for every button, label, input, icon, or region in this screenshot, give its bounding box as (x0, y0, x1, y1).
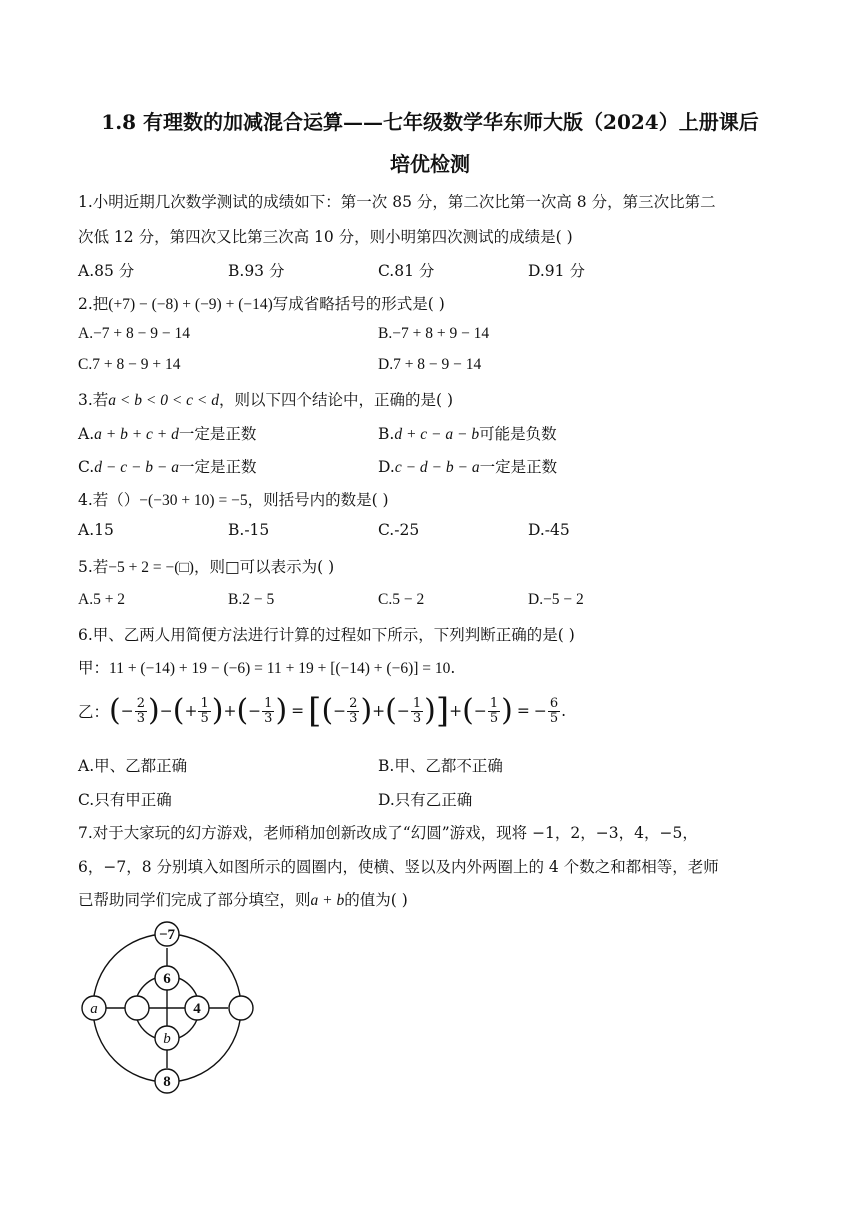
q3-option-a[interactable] (78, 422, 256, 444)
q3-option-b-label: B. (378, 425, 395, 443)
magic-circle-diagram (76, 920, 262, 1094)
q5-expression: −5 + 2 = −(□) (108, 559, 194, 576)
node-inner-left (125, 996, 149, 1020)
node-left-value: a (90, 1001, 98, 1017)
q4-option-d[interactable]: D.-45 (528, 521, 570, 539)
q3-option-c-expr: d − c − b − a (94, 459, 179, 476)
q2-option-c[interactable]: C.7 + 8 − 9 + 14 (78, 356, 181, 373)
q4-expression: −(−30 + 10) = −5 (139, 492, 248, 509)
yi-frac-2-den: 5 (200, 710, 209, 726)
q3-condition: a < b < 0 < c < d (108, 392, 220, 409)
q4-stem (78, 488, 389, 510)
q2-expression: (+7) − (−8) + (−9) + (−14) (108, 296, 273, 313)
yi-frac-6-num: 1 (489, 695, 499, 711)
q1-option-b[interactable]: B.93 分 (228, 262, 285, 280)
yi-op: + (223, 702, 237, 720)
q1-text-continued: 次低 12 分，第四次又比第三次高 10 分，则小明第四次测试的成绩是( ) (78, 228, 573, 246)
node-top-value: −7 (158, 927, 176, 943)
yi-frac-5 (411, 697, 423, 725)
q3-option-d-text: 一定是正数 (479, 458, 558, 476)
q3-stem (78, 388, 453, 410)
q2-option-b[interactable]: B.−7 + 8 + 9 − 14 (378, 325, 490, 342)
node-inner-bottom-value: b (163, 1031, 171, 1047)
q2-suffix: 写成省略括号的形式是( ) (272, 295, 445, 313)
q5-option-b[interactable]: B.2 − 5 (228, 591, 275, 608)
q3-prefix: 3.若 (78, 391, 109, 409)
q3-option-a-text: 一定是正数 (178, 425, 257, 443)
q3-option-b-expr: d + c − a − b (394, 426, 480, 443)
page-title: 1.8 有理数的加减混合运算——七年级数学华东师大版（2024）上册课后 (101, 110, 759, 134)
yi-frac-1-num: 2 (136, 695, 146, 711)
q2-option-a[interactable]: A.−7 + 8 − 9 − 14 (78, 325, 191, 342)
page-title-continued: 培优检测 (390, 152, 470, 176)
q5-option-c[interactable]: C.5 − 2 (378, 591, 425, 608)
q4-suffix: ，则括号内的数是( ) (247, 491, 389, 509)
yi-frac-3 (262, 697, 274, 725)
q7-text3-suffix: 的值为( ) (344, 891, 408, 909)
yi-frac-result (548, 697, 560, 725)
q6-jia-label: 甲： (78, 659, 110, 677)
q6-option-c[interactable]: C.只有甲正确 (78, 791, 172, 809)
q3-option-b-text: 可能是负数 (479, 425, 557, 443)
q7-text-continued: 6，−7，8 分别填入如图所示的圆圈内，使横、竖以及内外两圈上的 4 个数之和都相等，老师 (78, 858, 719, 876)
yi-op: + (449, 702, 463, 720)
q2-prefix: 2.把 (78, 295, 109, 313)
q5-option-d[interactable]: D.−5 − 2 (528, 591, 584, 608)
q5-option-a[interactable]: A.5 + 2 (78, 591, 126, 608)
yi-frac-6 (488, 697, 500, 725)
q7-text: 7.对于大家玩的幻方游戏，老师稍加创新改成了“幻圆”游戏，现将 −1，2，−3，4，−5， (78, 824, 698, 842)
yi-op: − (159, 702, 173, 720)
yi-sign: − (533, 702, 547, 720)
q6-text: 6.甲、乙两人用简便方法进行计算的过程如下所示，下列判断正确的是( ) (78, 626, 575, 644)
q6-option-a[interactable]: A.甲、乙都正确 (78, 757, 188, 775)
node-inner-top-value: 6 (163, 971, 171, 987)
q6-option-d[interactable]: D.只有乙正确 (378, 791, 473, 809)
yi-frac-2-num: 1 (200, 695, 209, 711)
q6-yi-line: 乙： ( − $\frac{2}{3}$ ) − ( + $\frac{1}{5}$ ) + ( − $\frac{1}{3}$ ) = [ ( − $\frac{2}{3}$ ) + ( − $\frac{1}{3}$ ) ] + ( − $\frac{1}{5}$ ) = − $\frac{6}{5}$ . (78, 691, 567, 731)
q7-text3-prefix: 已帮助同学们完成了部分填空，则 (78, 891, 311, 909)
yi-frac-2 (198, 697, 210, 725)
q2-stem (78, 292, 445, 314)
q3-option-c-label: C. (78, 458, 95, 476)
q4-option-b[interactable]: B.-15 (228, 521, 270, 539)
q7-text-final (78, 888, 408, 910)
q3-option-c[interactable] (78, 455, 257, 477)
q6-option-b[interactable]: B.甲、乙都不正确 (378, 757, 503, 775)
yi-eq: = (291, 702, 305, 720)
node-inner-right-value: 4 (193, 1001, 201, 1017)
yi-sign: − (396, 702, 410, 720)
q4-option-a[interactable]: A.15 (78, 521, 114, 539)
yi-frac-result-den: 5 (549, 710, 559, 726)
q3-option-c-text: 一定是正数 (179, 458, 257, 476)
yi-frac-4 (347, 697, 359, 725)
q3-option-a-label: A. (78, 425, 95, 443)
yi-frac-5-den: 3 (412, 710, 422, 726)
q4-option-c[interactable]: C.-25 (378, 521, 420, 539)
q6-jia-expression: 11 + (−14) + 19 − (−6) = 11 + 19 + [(−14) + (−6)] = 10 (109, 660, 451, 677)
q6-yi-label: 乙： (78, 703, 110, 721)
yi-frac-1 (135, 697, 147, 725)
q1-option-c[interactable]: C.81 分 (378, 262, 435, 280)
yi-sign: − (120, 702, 134, 720)
q3-option-a-expr: a + b + c + d (94, 426, 179, 443)
yi-frac-6-den: 5 (489, 710, 499, 726)
yi-sign: − (473, 702, 487, 720)
q1-text: 1.小明近期几次数学测试的成绩如下：第一次 85 分，第二次比第一次高 8 分，第三次比第二 (78, 193, 716, 211)
q2-option-d[interactable]: D.7 + 8 − 9 − 14 (378, 356, 482, 373)
q5-prefix: 5.若 (78, 558, 109, 576)
yi-sign: − (333, 702, 347, 720)
yi-sign: − (248, 702, 262, 720)
yi-frac-3-num: 1 (264, 695, 273, 711)
yi-frac-5-num: 1 (412, 695, 422, 711)
q5-stem (78, 555, 334, 577)
node-right (229, 996, 253, 1020)
yi-sign: + (184, 702, 198, 720)
yi-frac-result-num: 6 (549, 695, 559, 711)
q3-option-d[interactable] (378, 455, 557, 477)
yi-frac-3-den: 3 (264, 710, 273, 726)
q4-prefix: 4.若（） (78, 491, 140, 509)
q3-suffix: ，则以下四个结论中，正确的是( ) (219, 391, 454, 409)
q3-option-d-label: D. (378, 458, 395, 476)
q3-option-d-expr: c − d − b − a (394, 459, 480, 476)
yi-eq: = (516, 702, 530, 720)
q1-option-d[interactable]: D.91 分 (528, 262, 585, 280)
yi-op: + (372, 702, 386, 720)
q3-option-b[interactable] (378, 422, 557, 444)
node-bottom-value: 8 (163, 1074, 171, 1090)
yi-frac-4-den: 3 (349, 710, 358, 726)
q6-jia-line: 甲：11 + (−14) + 19 − (−6) = 11 + 19 + [(−14) + (−6)] = 10. (78, 659, 456, 677)
q7-text3-expr: a + b (310, 892, 345, 909)
q1-option-a[interactable]: A.85 分 (78, 262, 135, 280)
q5-suffix: ，则□可以表示为( ) (193, 558, 335, 576)
yi-frac-1-den: 3 (136, 710, 146, 726)
yi-frac-4-num: 2 (349, 695, 358, 711)
